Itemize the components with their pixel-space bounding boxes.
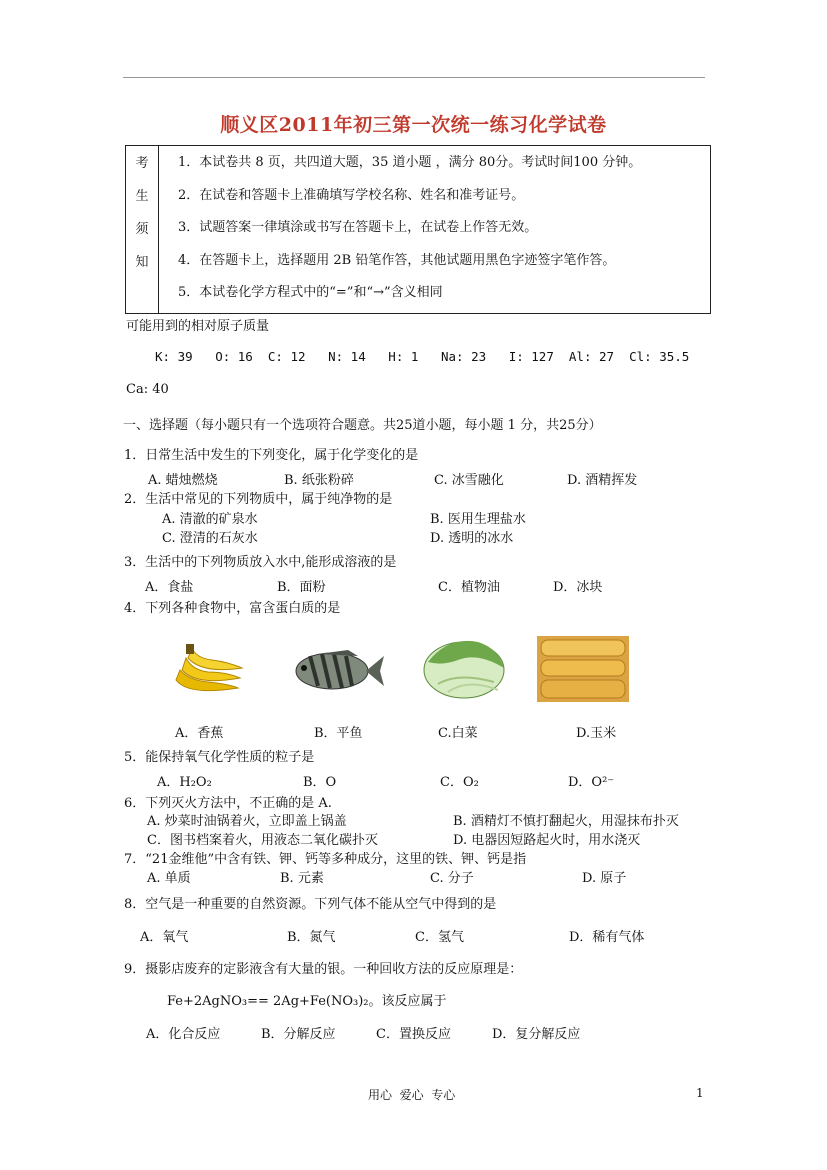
exam-notice-table	[125, 145, 711, 314]
page-title: 顺义区2011年初三第一次统一练习化学试卷	[220, 114, 607, 136]
notice-items	[159, 146, 711, 314]
atomic-mass-line: Ca: 40	[126, 382, 169, 397]
option: C. 澄清的石灰水	[162, 531, 258, 546]
notice-item: 4．在答题卡上，选择题用 2B 铅笔作答，其他试题用黑色字迹签字笔作答。	[178, 252, 616, 268]
option: D. 酒精挥发	[567, 473, 638, 488]
option: A．食盐	[145, 580, 194, 595]
option: A. 炒菜时油锅着火，立即盖上锅盖	[147, 814, 347, 829]
notice-item: 5．本试卷化学方程式中的“=”和“→”含义相同	[178, 285, 443, 301]
option: C．图书档案着火，用液态二氧化碳扑灭	[147, 833, 378, 848]
notice-item: 1．本试卷共 8 页，共四道大题，35 道小题 ，满分 80分。考试时间100 分钟。	[178, 155, 642, 170]
option: B．氮气	[287, 930, 336, 945]
option: B. 元素	[280, 871, 324, 886]
header-rule	[123, 77, 705, 78]
option: B．面粉	[277, 580, 326, 595]
atomic-mass-heading: 可能用到的相对原子质量	[126, 319, 270, 334]
option: D．O²⁻	[568, 775, 615, 790]
option: D．复分解反应	[492, 1027, 581, 1042]
option: B．分解反应	[261, 1027, 336, 1042]
option: B. 酒精灯不慎打翻起火，用湿抹布扑灭	[453, 814, 679, 829]
question-stem: 2．生活中常见的下列物质中，属于纯净物的是	[124, 492, 393, 507]
section-heading: 一、选择题（每小题只有一个选项符合题意。共25道小题，每小题 1 分，共25分）	[123, 418, 602, 433]
footer-motto: 用心 爱心 专心	[368, 1088, 456, 1102]
option: B．平鱼	[314, 726, 363, 741]
question-stem: 3．生活中的下列物质放入水中,能形成溶液的是	[124, 555, 397, 570]
option: C．植物油	[438, 580, 500, 595]
corn-image	[537, 636, 629, 702]
option: A. 单质	[147, 871, 191, 886]
atomic-mass-line: K: 39 O: 16 C: 12 N: 14 H: 1 Na: 23 I: 127 Al: 27 Cl: 35.5	[155, 349, 690, 364]
question-stem: 1．日常生活中发生的下列变化，属于化学变化的是	[124, 448, 419, 463]
option: C．氢气	[415, 930, 464, 945]
option: B. 纸张粉碎	[284, 473, 354, 488]
option: A．氧气	[140, 930, 189, 945]
option: B．O	[303, 775, 337, 790]
notice-item: 3．试题答案一律填涂或书写在答题卡上，在试卷上作答无效。	[178, 220, 538, 236]
question-stem: 6．下列灭火方法中，不正确的是 A.	[124, 796, 332, 811]
notice-item: 2．在试卷和答题卡上准确填写学校名称、姓名和准考证号。	[178, 187, 525, 203]
option: D．冰块	[553, 580, 603, 595]
option: A．香蕉	[175, 726, 224, 741]
option: D. 电器因短路起火时，用水浇灭	[453, 833, 641, 848]
page-number: 1	[696, 1086, 704, 1100]
notice-side-label: 考 生 须 知	[126, 146, 159, 314]
option: C.白菜	[438, 726, 478, 741]
question-stem: 5．能保持氧气化学性质的粒子是	[124, 750, 315, 765]
option: D．稀有气体	[569, 930, 645, 945]
option: A. 清澈的矿泉水	[162, 512, 258, 527]
option: A. 蜡烛燃烧	[148, 473, 218, 488]
option: D. 原子	[582, 871, 627, 886]
option: C．置换反应	[376, 1027, 451, 1042]
option: D. 透明的冰水	[430, 531, 514, 546]
banana-image	[168, 640, 248, 696]
question-stem: 7．“21金维他”中含有铁、钾、钙等多种成分，这里的铁、钾、钙是指	[124, 852, 527, 867]
question-stem: 4．下列各种食物中，富含蛋白质的是	[124, 601, 341, 616]
equation: Fe+2AgNO₃== 2Ag+Fe(NO₃)₂。该反应属于	[167, 994, 447, 1009]
question-stem: 9．摄影店废弃的定影液含有大量的银。一种回收方法的反应原理是：	[124, 962, 523, 977]
option: B. 医用生理盐水	[430, 512, 526, 527]
option: D.玉米	[576, 726, 617, 741]
option: A．化合反应	[146, 1027, 221, 1042]
fish-image	[288, 648, 386, 694]
question-stem: 8．空气是一种重要的自然资源。下列气体不能从空气中得到的是	[124, 897, 497, 912]
option: C. 冰雪融化	[434, 473, 504, 488]
option: C. 分子	[430, 871, 474, 886]
option: C．O₂	[440, 775, 479, 790]
cabbage-image	[418, 632, 510, 702]
option: A．H₂O₂	[157, 775, 212, 790]
